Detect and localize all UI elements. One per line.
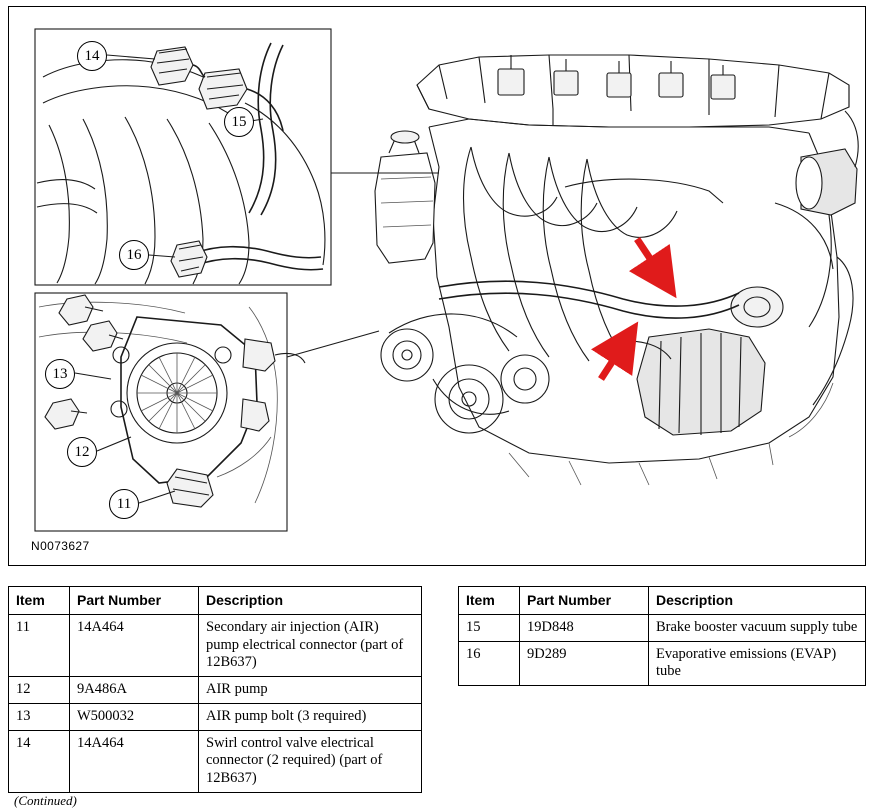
- column-header-item: Item: [9, 587, 70, 615]
- cell-part-number: 19D848: [520, 615, 649, 642]
- table-row: [9, 730, 422, 792]
- table-header-row: [459, 587, 866, 615]
- table-row: [459, 615, 866, 642]
- column-header-item: Item: [459, 587, 520, 615]
- cell-item: 13: [9, 703, 70, 730]
- cell-description: AIR pump bolt (3 required): [199, 703, 422, 730]
- cell-part-number: 14A464: [70, 730, 199, 792]
- column-header-part-number: Part Number: [70, 587, 199, 615]
- column-header-description: Description: [199, 587, 422, 615]
- callout-12: 12: [67, 437, 97, 467]
- cell-description: AIR pump: [199, 677, 422, 704]
- callout-14: 14: [77, 41, 107, 71]
- continued-label: (Continued): [14, 793, 77, 808]
- table-row: [9, 677, 422, 704]
- table-header-row: [9, 587, 422, 615]
- column-header-description: Description: [649, 587, 866, 615]
- cell-item: 16: [459, 641, 520, 685]
- inset-top-left: [35, 29, 331, 285]
- table-row: [9, 703, 422, 730]
- table-row: [459, 641, 866, 685]
- column-header-part-number: Part Number: [520, 587, 649, 615]
- inset-lower-left: [35, 293, 305, 531]
- callout-16: 16: [119, 240, 149, 270]
- cell-part-number: 9D289: [520, 641, 649, 685]
- callout-13: 13: [45, 359, 75, 389]
- cell-part-number: 9A486A: [70, 677, 199, 704]
- cell-description: Swirl control valve electrical connector (2 required) (part of 12B637): [199, 730, 422, 792]
- callout-11: 11: [109, 489, 139, 519]
- cell-part-number: W500032: [70, 703, 199, 730]
- figure-id-label: N0073627: [31, 539, 90, 553]
- cell-item: 15: [459, 615, 520, 642]
- engine-illustration: [8, 6, 866, 566]
- engine-diagram-svg: [9, 7, 865, 565]
- cell-description: Secondary air injection (AIR) pump electrical connector (part of 12B637): [199, 615, 422, 677]
- parts-table-right: [458, 586, 866, 686]
- parts-table-left: [8, 586, 422, 793]
- engine-main-drawing: [301, 47, 858, 485]
- cell-part-number: 14A464: [70, 615, 199, 677]
- cell-item: 14: [9, 730, 70, 792]
- table-row: [9, 615, 422, 677]
- cell-description: Brake booster vacuum supply tube: [649, 615, 866, 642]
- cell-description: Evaporative emissions (EVAP) tube: [649, 641, 866, 685]
- callout-15: 15: [224, 107, 254, 137]
- cell-item: 12: [9, 677, 70, 704]
- cell-item: 11: [9, 615, 70, 677]
